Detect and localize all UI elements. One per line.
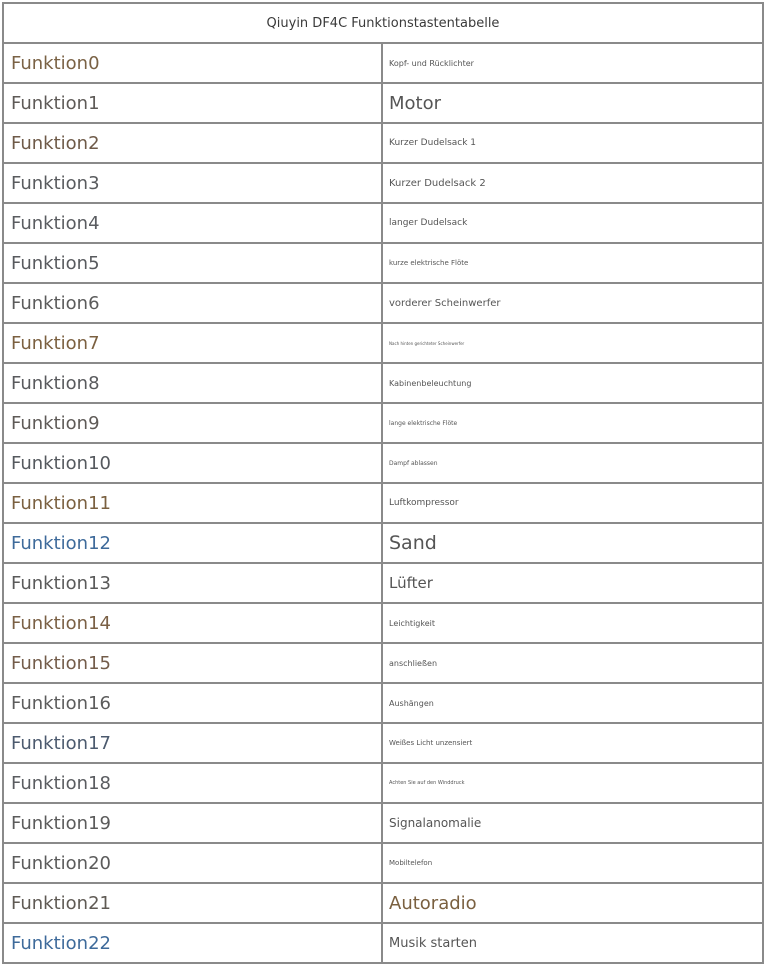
table-row [4, 404, 762, 444]
table-row [4, 364, 762, 404]
table-row [4, 604, 762, 644]
table-row [4, 284, 762, 324]
function-key-cell: Funktion8 [4, 364, 383, 402]
function-description-cell: Weißes Licht unzensiert [389, 739, 473, 747]
function-description-cell: kurze elektrische Flöte [389, 259, 469, 267]
function-key-cell: Funktion20 [4, 844, 383, 882]
function-description-cell: Musik starten [389, 935, 478, 951]
function-description-cell: Leichtigkeit [389, 618, 435, 628]
table-body [4, 44, 762, 964]
table-title: Qiuyin DF4C Funktionstastentabelle [4, 4, 762, 44]
function-key-cell: Funktion19 [4, 804, 383, 842]
table-row [4, 684, 762, 724]
function-key-cell: Funktion1 [4, 84, 383, 122]
function-key-cell: Funktion13 [4, 564, 383, 602]
table-row [4, 804, 762, 844]
function-key-cell: Funktion6 [4, 284, 383, 322]
function-key-cell: Funktion11 [4, 484, 383, 522]
function-key-cell: Funktion21 [4, 884, 383, 922]
function-description-cell: Motor [389, 92, 442, 114]
function-description-cell: Kurzer Dudelsack 2 [389, 177, 486, 189]
function-key-cell: Funktion0 [4, 44, 383, 82]
function-description-cell: Autoradio [389, 892, 477, 914]
function-description-cell: Signalanomalie [389, 816, 482, 830]
function-key-cell: Funktion10 [4, 444, 383, 482]
function-description-cell: Kopf- und Rücklichter [389, 58, 474, 68]
function-description-cell: Lüfter [389, 574, 433, 592]
function-description-cell: vorderer Scheinwerfer [389, 297, 501, 309]
function-key-cell: Funktion2 [4, 124, 383, 162]
table-row [4, 484, 762, 524]
table-row [4, 124, 762, 164]
function-description-cell: Kabinenbeleuchtung [389, 378, 472, 388]
function-key-cell: Funktion3 [4, 164, 383, 202]
table-row [4, 924, 762, 964]
function-description-cell: Dampf ablassen [389, 459, 438, 467]
function-description-cell: Sand [389, 532, 437, 554]
function-description-cell: Achten Sie auf den Winddruck [389, 780, 465, 786]
table-row [4, 244, 762, 284]
function-description-cell: Nach hinten gerichteter Scheinwerfer [389, 340, 465, 346]
table-row [4, 204, 762, 244]
table-row [4, 644, 762, 684]
table-row [4, 324, 762, 364]
function-key-cell: Funktion9 [4, 404, 383, 442]
function-key-cell: Funktion15 [4, 644, 383, 682]
table-row [4, 764, 762, 804]
function-description-cell: Mobiltelefon [389, 859, 433, 867]
table-row [4, 884, 762, 924]
function-key-cell: Funktion4 [4, 204, 383, 242]
function-key-cell: Funktion7 [4, 324, 383, 362]
function-key-cell: Funktion22 [4, 924, 383, 962]
table-row [4, 524, 762, 564]
function-key-cell: Funktion17 [4, 724, 383, 762]
function-description-cell: Aushängen [389, 698, 434, 708]
function-key-cell: Funktion16 [4, 684, 383, 722]
function-description-cell: langer Dudelsack [389, 218, 468, 228]
table-row [4, 84, 762, 124]
table-row [4, 164, 762, 204]
function-key-cell: Funktion18 [4, 764, 383, 802]
table-row [4, 844, 762, 884]
function-description-cell: Luftkompressor [389, 498, 459, 508]
function-description-cell: lange elektrische Flöte [389, 419, 458, 427]
function-key-cell: Funktion12 [4, 524, 383, 562]
function-key-cell: Funktion5 [4, 244, 383, 282]
function-key-table [2, 2, 764, 964]
table-row [4, 44, 762, 84]
table-row [4, 444, 762, 484]
function-description-cell: Kurzer Dudelsack 1 [389, 138, 477, 148]
function-description-cell: anschließen [389, 658, 438, 668]
table-row [4, 564, 762, 604]
function-key-cell: Funktion14 [4, 604, 383, 642]
table-row [4, 724, 762, 764]
